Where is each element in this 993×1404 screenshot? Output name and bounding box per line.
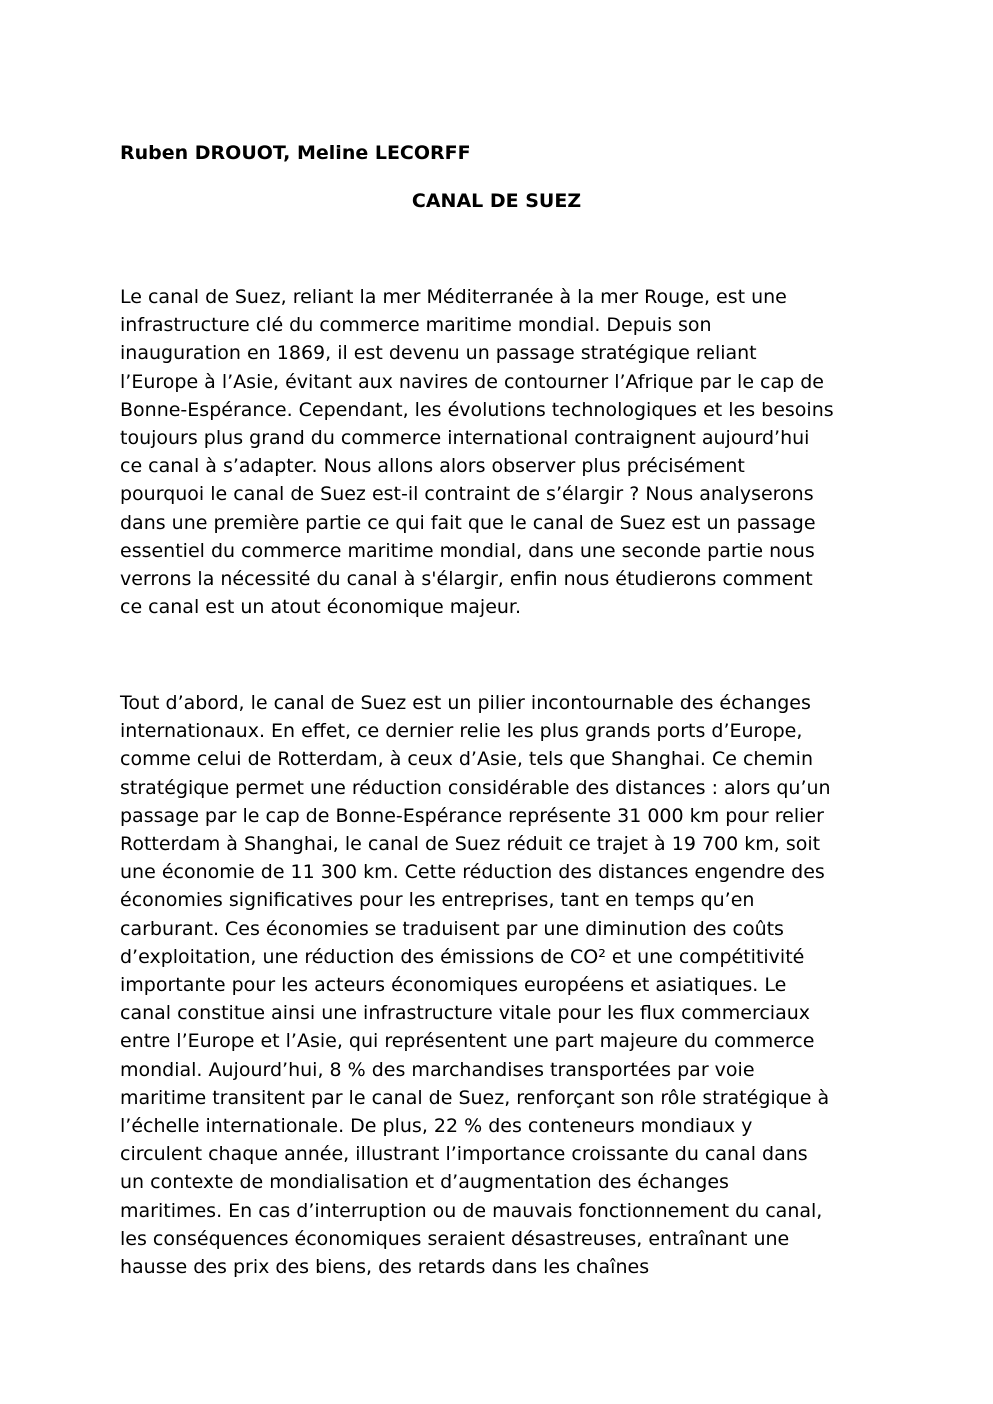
text-line: ce canal à s’adapter. Nous allons alors observer plus précisément <box>120 455 745 478</box>
text-line: Le canal de Suez, reliant la mer Méditerranée à la mer Rouge, est une <box>120 286 787 308</box>
text-line: les conséquences économiques seraient désastreuses, entraînant une <box>120 1227 790 1250</box>
text-line: comme celui de Rotterdam, à ceux d’Asie, tels que Shanghai. Ce chemin <box>120 748 813 771</box>
text-line: maritime transitent par le canal de Suez, renforçant son rôle stratégique à <box>120 1086 830 1109</box>
text-line: inauguration en 1869, il est devenu un passage stratégique reliant <box>120 342 757 365</box>
text-line: verrons la nécessité du canal à s'élargir, enfin nous étudierons comment <box>120 568 813 591</box>
text-line: une économie de 11 300 km. Cette réduction des distances engendre des <box>120 861 825 884</box>
text-line: entre l’Europe et l’Asie, qui représentent une part majeure du commerce <box>120 1030 815 1053</box>
text-line: Rotterdam à Shanghai, le canal de Suez réduit ce trajet à 19 700 km, soit <box>120 833 821 856</box>
paragraph-part-one <box>120 689 890 1281</box>
text-line: stratégique permet une réduction considérable des distances : alors qu’un <box>120 776 831 799</box>
text-line: hausse des prix des biens, des retards dans les chaînes <box>120 1256 650 1279</box>
text-line: économies significatives pour les entreprises, tant en temps qu’en <box>120 889 755 912</box>
text-line: circulent chaque année, illustrant l’importance croissante du canal dans <box>120 1143 808 1166</box>
text-line: toujours plus grand du commerce international contraignent aujourd’hui <box>120 427 810 450</box>
document-page <box>120 0 880 1404</box>
text-line: un contexte de mondialisation et d’augmentation des échanges <box>120 1171 729 1194</box>
text-line: mondial. Aujourd’hui, 8 % des marchandises transportées par voie <box>120 1058 755 1081</box>
text-line: passage par le cap de Bonne-Espérance représente 31 000 km pour relier <box>120 804 824 827</box>
paragraph-introduction <box>120 283 890 621</box>
text-line: carburant. Ces économies se traduisent par une diminution des coûts <box>120 917 784 940</box>
text-line: pourquoi le canal de Suez est-il contraint de s’élargir ? Nous analyserons <box>120 483 814 506</box>
text-line: essentiel du commerce maritime mondial, dans une seconde partie nous <box>120 539 815 562</box>
text-line: infrastructure clé du commerce maritime mondial. Depuis son <box>120 314 712 337</box>
document-title: CANAL DE SUEZ <box>411 190 582 212</box>
text-line: ce canal est un atout économique majeur. <box>120 596 522 619</box>
text-line: dans une première partie ce qui fait que le canal de Suez est un passage <box>120 511 816 534</box>
text-line: Tout d’abord, le canal de Suez est un pilier incontournable des échanges <box>120 692 811 714</box>
text-line: l’Europe à l’Asie, évitant aux navires de contourner l’Afrique par le cap de <box>120 370 824 393</box>
text-line: canal constitue ainsi une infrastructure vitale pour les flux commerciaux <box>120 1002 811 1025</box>
text-line: maritimes. En cas d’interruption ou de mauvais fonctionnement du canal, <box>120 1199 823 1222</box>
text-line: internationaux. En effet, ce dernier relie les plus grands ports d’Europe, <box>120 720 803 743</box>
authors: Ruben DROUOT, Meline LECORFF <box>120 142 471 164</box>
text-line: d’exploitation, une réduction des émissions de CO² et une compétitivité <box>120 945 805 968</box>
text-line: l’échelle internationale. De plus, 22 % des conteneurs mondiaux y <box>120 1115 753 1138</box>
text-line: importante pour les acteurs économiques européens et asiatiques. Le <box>120 974 787 997</box>
text-line: Bonne-Espérance. Cependant, les évolutions technologiques et les besoins <box>120 398 834 421</box>
